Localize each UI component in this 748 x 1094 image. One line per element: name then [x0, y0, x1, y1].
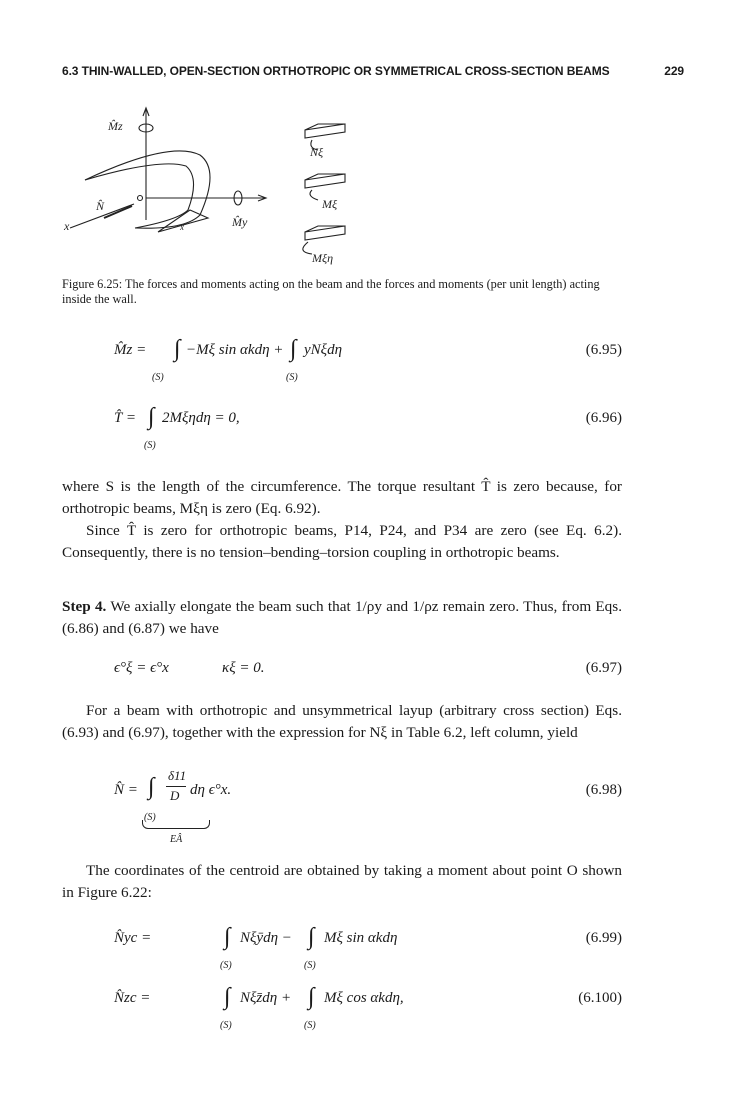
integral-sign: ∫ — [174, 336, 181, 362]
paragraph-4: For a beam with orthotropic and unsymmetrical layup (arbitrary cross section) Eqs. (6.93) and (6.97), together with the expression for Nξ in Table 6.2, left column, yield — [62, 702, 622, 741]
mxieta-arrow — [303, 242, 312, 254]
eq99-term1: Nξȳdη − — [240, 930, 292, 946]
eq99-number: (6.99) — [585, 930, 622, 946]
eq98-lim: (S) — [144, 812, 156, 823]
eq98-number: (6.98) — [585, 782, 622, 798]
integral-sign: ∫ — [148, 774, 155, 800]
origin-point — [138, 196, 143, 201]
eq100-term1: Nξz̄dη + — [240, 990, 292, 1006]
nxi-label: Nξ — [310, 145, 324, 159]
equation-6-98 — [62, 768, 622, 848]
eq100-number: (6.100) — [578, 990, 622, 1006]
eq97-number: (6.97) — [585, 660, 622, 676]
eq98-brace-label: EÂ — [170, 834, 183, 845]
integral-sign: ∫ — [290, 336, 297, 362]
eq99-term2: Mξ sin αkdη — [324, 930, 398, 946]
mxieta-element-icon — [305, 226, 345, 240]
x-small-label: x — [180, 222, 184, 232]
eq96-number: (6.96) — [585, 410, 622, 426]
figure-6-25 — [60, 100, 380, 275]
mz-label: M̂z — [108, 119, 123, 133]
section-title: 6.3 THIN-WALLED, OPEN-SECTION ORTHOTROPIC OR SYMMETRICAL CROSS-SECTION BEAMS — [62, 64, 610, 78]
integral-sign: ∫ — [224, 984, 231, 1010]
nxi-element-icon — [305, 124, 345, 138]
eq95-lim2: (S) — [286, 372, 298, 383]
eq95-lim1: (S) — [152, 372, 164, 383]
integral-sign: ∫ — [308, 984, 315, 1010]
eq97-b: κξ = 0. — [222, 660, 265, 676]
eq100-term2: Mξ cos αkdη, — [324, 990, 404, 1006]
beam-curve-outer — [85, 151, 210, 228]
eq95-lhs: M̂z = — [114, 342, 147, 358]
equation-6-99 — [62, 926, 622, 976]
running-header — [62, 64, 684, 78]
eq96-lim: (S) — [144, 440, 156, 451]
eq96-lhs: T̂ = — [114, 410, 136, 426]
mxieta-label: Mξη — [312, 251, 334, 265]
eq99-lim1: (S) — [220, 960, 232, 971]
paragraph-1: where S is the length of the circumference. The torque resultant T̂ is zero because, for orthotropic beams, Mξη is zero (Eq. 6.92). — [62, 478, 622, 517]
n-label: N̂ — [96, 199, 105, 213]
fraction-bar — [166, 786, 186, 787]
eq99-lhs: N̂yc = — [114, 930, 152, 946]
equation-6-100 — [62, 986, 622, 1036]
my-label: M̂y — [232, 215, 248, 229]
eq100-lim1: (S) — [220, 1020, 232, 1031]
equation-6-96 — [62, 406, 622, 456]
page-number: 229 — [664, 64, 684, 78]
mxi-label: Mξ — [322, 197, 338, 211]
x-label: x — [64, 219, 70, 233]
eq100-lim2: (S) — [304, 1020, 316, 1031]
eq95-number: (6.95) — [585, 342, 622, 358]
paragraph-5: The coordinates of the centroid are obtained by taking a moment about point O shown in Figure 6.22: — [62, 862, 622, 901]
equation-6-95 — [62, 338, 622, 388]
step4-text: We axially elongate the beam such that 1/ρy and 1/ρz remain zero. Thus, from Eqs. (6.86) and (6.87) we have — [62, 598, 622, 637]
eq97-a: ϵ°ξ = ϵ°x — [114, 660, 169, 676]
eq100-lhs: N̂zc = — [114, 990, 151, 1006]
eq95-term2: yNξdη — [304, 342, 343, 358]
eq99-lim2: (S) — [304, 960, 316, 971]
mxi-element-icon — [305, 174, 345, 188]
integral-sign: ∫ — [308, 924, 315, 950]
eq98-denominator: D — [170, 788, 180, 803]
mxi-arrow — [310, 190, 318, 200]
paragraph-step4 — [62, 596, 622, 640]
underbrace — [142, 820, 210, 829]
equation-6-97 — [62, 660, 622, 684]
eq95-term1: −Mξ sin αkdη + — [186, 342, 284, 358]
eq98-numerator: δ11 — [168, 768, 187, 783]
n-force-arrow — [104, 206, 132, 218]
integral-sign: ∫ — [224, 924, 231, 950]
eq98-rest: dη ϵ°x. — [190, 782, 232, 798]
paragraph-2: Since T̂ is zero for orthotropic beams, P14, P24, and P34 are zero (see Eq. 6.2). Consequently, there is no tension–bending–torsion coupling in orthotropic beams. — [62, 522, 622, 561]
step-label: Step 4. — [62, 598, 107, 615]
integral-sign: ∫ — [148, 404, 155, 430]
figure-caption: Figure 6.25: The forces and moments acting on the beam and the forces and moments (per unit length) acting inside the wall. — [62, 277, 600, 306]
eq96-term: 2Mξηdη = 0, — [162, 410, 240, 426]
eq98-lhs: N̂ = — [114, 782, 138, 798]
